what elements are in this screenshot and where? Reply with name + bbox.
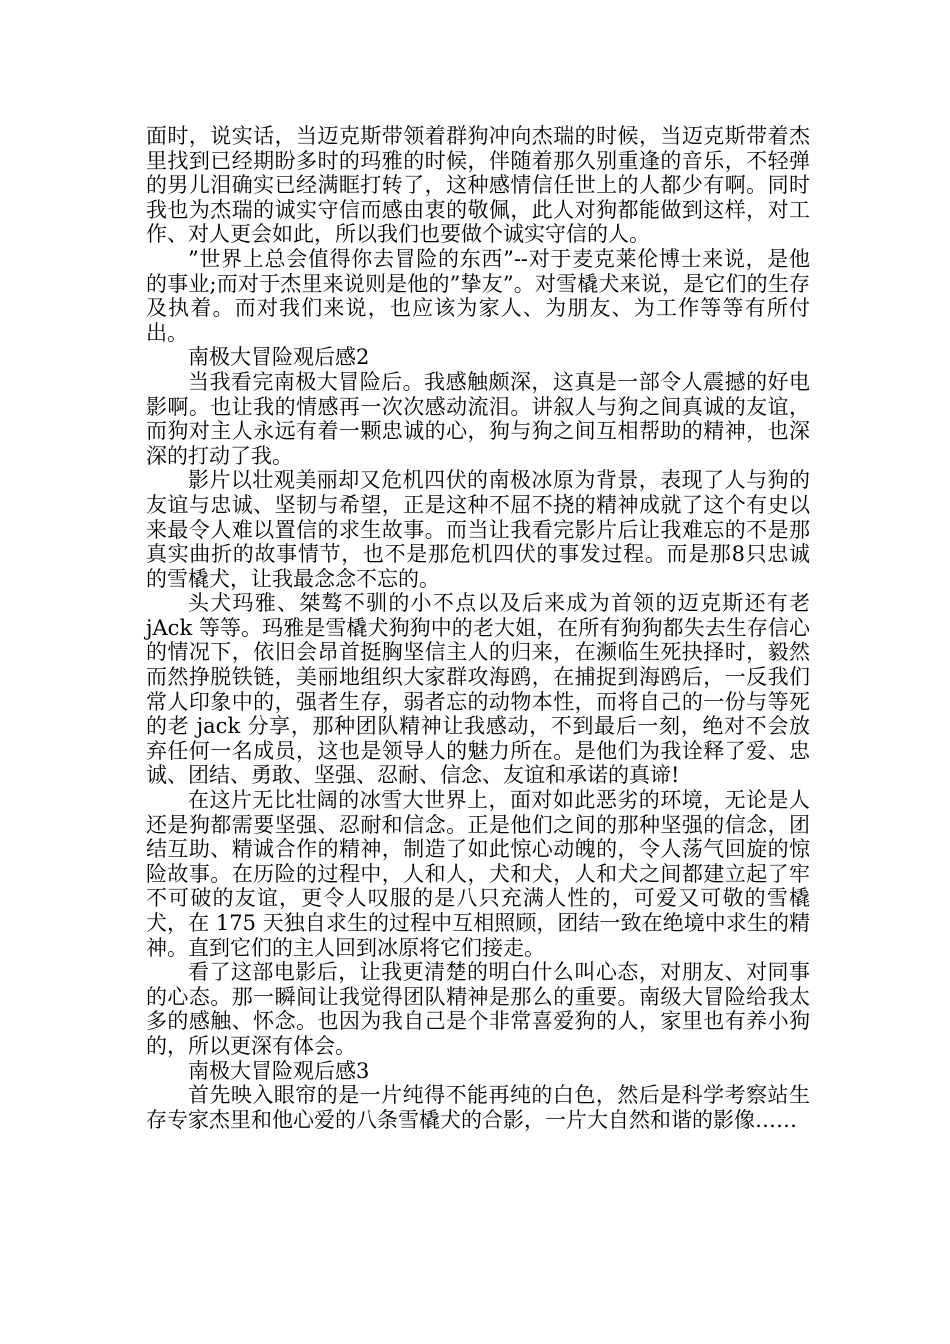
paragraph-quote: ”世界上总会值得你去冒险的东西”--对于麦克莱伦博士来说，是他的事业;而对于杰里来说则是他的”挚友”。对雪橇犬来说，是它们的生存及执着。而对我们来说，也应该为家人、为朋友、为工作等等有所付出。	[146, 246, 810, 345]
document-body	[146, 124, 810, 1132]
paragraph-body: 当我看完南极大冒险后。我感触颇深，这真是一部令人震撼的好电影啊。也让我的情感再一次次感动流泪。讲叙人与狗之间真诚的友谊，而狗对主人永远有着一颗忠诚的心，狗与狗之间互相帮助的精神，也深深的打动了我。	[146, 369, 810, 468]
paragraph-body: 影片以壮观美丽却又危机四伏的南极冰原为背景，表现了人与狗的友谊与忠诚、坚韧与希望，正是这种不屈不挠的精神成就了这个有史以来最令人难以置信的求生故事。而当让我看完影片后让我难忘的不是那真实曲折的故事情节，也不是那危机四伏的事发过程。而是那8只忠诚的雪橇犬，让我最念念不忘的。	[146, 468, 810, 591]
paragraph-body: 在这片无比壮阔的冰雪大世界上，面对如此恶劣的环境，无论是人还是狗都需要坚强、忍耐和信念。正是他们之间的那种坚强的信念，团结互助、精诚合作的精神，制造了如此惊心动魄的，令人荡气回旋的惊险故事。在历险的过程中，人和人，犬和犬，人和犬之间都建立起了牢不可破的友谊，更令人叹服的是八只充满人性的，可爱又可敬的雪橇犬，在 175 天独自求生的过程中互相照顾，团结一致在绝境中求生的精神。直到它们的主人回到冰原将它们接走。	[146, 788, 810, 960]
paragraph-body: 头犬玛雅、桀骜不驯的小不点以及后来成为首领的迈克斯还有老 jAck 等等。玛雅是雪橇犬狗狗中的老大姐，在所有狗狗都失去生存信心的情况下，依旧会昂首挺胸坚信主人的归来，在濒临生死抉择时，毅然而然挣脱铁链，美丽地组织大家群攻海鸥，在捕捉到海鸥后，一反我们常人印象中的，强者生存，弱者忘的动物本性，而将自己的一份与等死的老 jack 分享，那种团队精神让我感动，不到最后一刻，绝对不会放弃任何一名成员，这也是领导人的魅力所在。是他们为我诠释了爱、忠诚、团结、勇敢、坚强、忍耐、信念、友谊和承诺的真谛!	[146, 591, 810, 788]
paragraph-body: 看了这部电影后，让我更清楚的明白什么叫心态，对朋友、对同事的心态。那一瞬间让我觉得团队精神是那么的重要。南级大冒险给我太多的感触、怀念。也因为我自己是个非常喜爱狗的人，家里也有养小狗的，所以更深有体会。	[146, 960, 810, 1058]
section-heading-2: 南极大冒险观后感2	[188, 345, 370, 370]
paragraph-body: 首先映入眼帘的是一片纯得不能再纯的白色，然后是科学考察站生存专家杰里和他心爱的八条雪橇犬的合影，一片大自然和谐的影像……	[146, 1083, 810, 1132]
section-heading-3: 南极大冒险观后感3	[188, 1058, 370, 1083]
paragraph-continuation: 面时，说实话，当迈克斯带领着群狗冲向杰瑞的时候，当迈克斯带着杰里找到已经期盼多时的玛雅的时候，伴随着那久别重逢的音乐，不轻弹的男儿泪确实已经满眶打转了，这种感情信任世上的人都少有啊。同时我也为杰瑞的诚实守信而感由衷的敬佩，此人对狗都能做到这样，对工作、对人更会如此，所以我们也要做个诚实守信的人。	[146, 124, 810, 247]
